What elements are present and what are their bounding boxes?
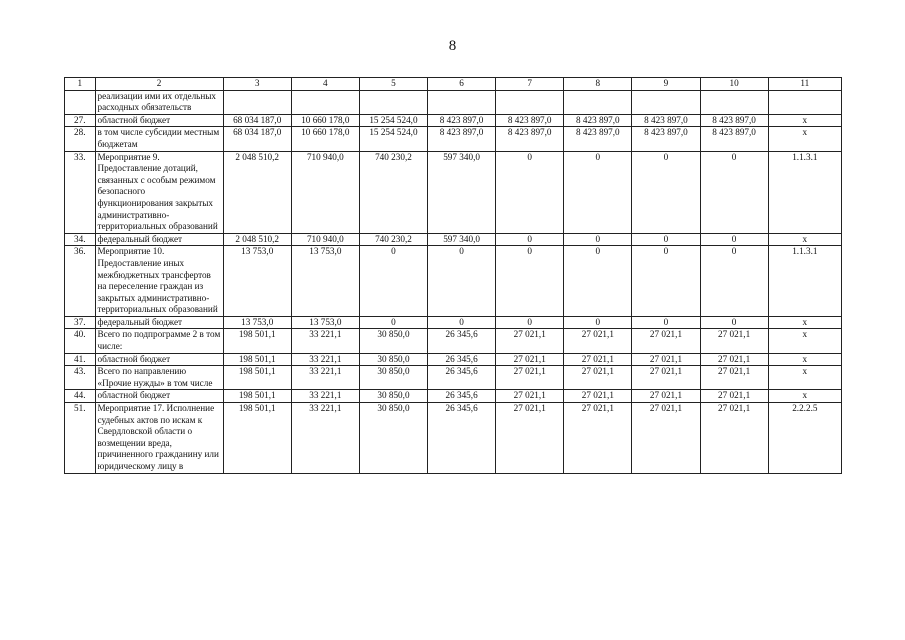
value-cell: 0 [496,246,564,317]
row-name: Мероприятие 9. Предоставление дотаций, связанных с особым режимом безопасного функционирования закрытых административно-территориальных образований [95,151,223,233]
column-number-6: 6 [428,78,496,91]
row-name: федеральный бюджет [95,316,223,329]
value-cell [632,90,700,114]
table-row [65,329,842,353]
value-cell: 27 021,1 [496,403,564,474]
value-cell: 27 021,1 [700,403,768,474]
value-cell: 10 660 178,0 [291,114,359,127]
value-cell: 0 [496,316,564,329]
value-cell: 27 021,1 [496,353,564,366]
value-cell: 0 [496,233,564,246]
value-cell: 0 [428,246,496,317]
value-cell: 0 [496,151,564,233]
target-code: x [768,127,841,151]
value-cell: 198 501,1 [223,353,291,366]
target-code: 1.1.3.1 [768,246,841,317]
value-cell [496,90,564,114]
value-cell: 30 850,0 [359,366,427,390]
value-cell: 8 423 897,0 [632,114,700,127]
column-number-7: 7 [496,78,564,91]
value-cell: 198 501,1 [223,403,291,474]
value-cell: 33 221,1 [291,329,359,353]
row-name: областной бюджет [95,114,223,127]
value-cell: 8 423 897,0 [564,114,632,127]
row-number: 51. [65,403,96,474]
target-code: x [768,353,841,366]
value-cell: 15 254 524,0 [359,114,427,127]
value-cell: 10 660 178,0 [291,127,359,151]
value-cell: 27 021,1 [564,366,632,390]
target-code: x [768,114,841,127]
value-cell: 26 345,6 [428,403,496,474]
row-number: 37. [65,316,96,329]
value-cell: 8 423 897,0 [496,127,564,151]
value-cell: 8 423 897,0 [428,114,496,127]
target-code: x [768,316,841,329]
page-number: 8 [448,38,457,54]
value-cell: 710 940,0 [291,151,359,233]
value-cell: 2 048 510,2 [223,233,291,246]
value-cell: 597 340,0 [428,233,496,246]
row-number: 41. [65,353,96,366]
value-cell: 0 [700,233,768,246]
value-cell: 0 [700,316,768,329]
value-cell: 27 021,1 [632,390,700,403]
value-cell [291,90,359,114]
value-cell [700,90,768,114]
value-cell: 740 230,2 [359,233,427,246]
row-name: областной бюджет [95,353,223,366]
column-number-11: 11 [768,78,841,91]
table-row [65,233,842,246]
column-number-3: 3 [223,78,291,91]
row-name: федеральный бюджет [95,233,223,246]
row-name: Всего по подпрограмме 2 в том числе: [95,329,223,353]
row-name: областной бюджет [95,390,223,403]
value-cell: 26 345,6 [428,366,496,390]
value-cell [359,90,427,114]
row-number: 34. [65,233,96,246]
row-number: 33. [65,151,96,233]
row-number [65,90,96,114]
value-cell: 0 [632,316,700,329]
table-row [65,151,842,233]
value-cell: 27 021,1 [564,390,632,403]
value-cell: 13 753,0 [223,246,291,317]
value-cell: 27 021,1 [564,403,632,474]
value-cell: 33 221,1 [291,353,359,366]
value-cell: 30 850,0 [359,329,427,353]
value-cell [428,90,496,114]
value-cell: 15 254 524,0 [359,127,427,151]
value-cell: 27 021,1 [632,329,700,353]
value-cell: 13 753,0 [291,316,359,329]
value-cell: 27 021,1 [700,390,768,403]
value-cell: 26 345,6 [428,353,496,366]
value-cell [564,90,632,114]
value-cell: 0 [564,246,632,317]
value-cell: 33 221,1 [291,366,359,390]
table-row [65,127,842,151]
value-cell: 30 850,0 [359,403,427,474]
value-cell: 0 [564,233,632,246]
value-cell: 13 753,0 [223,316,291,329]
value-cell: 33 221,1 [291,390,359,403]
target-code: x [768,233,841,246]
value-cell: 198 501,1 [223,366,291,390]
row-name: Всего по направлению «Прочие нужды» в том числе [95,366,223,390]
value-cell: 0 [359,246,427,317]
target-code: x [768,366,841,390]
table-row [65,353,842,366]
value-cell: 0 [632,246,700,317]
value-cell: 8 423 897,0 [564,127,632,151]
value-cell: 8 423 897,0 [496,114,564,127]
row-number: 27. [65,114,96,127]
row-name: в том числе субсидии местным бюджетам [95,127,223,151]
value-cell: 33 221,1 [291,403,359,474]
value-cell: 8 423 897,0 [700,127,768,151]
value-cell: 27 021,1 [700,353,768,366]
value-cell: 68 034 187,0 [223,127,291,151]
value-cell: 198 501,1 [223,329,291,353]
value-cell: 0 [632,151,700,233]
value-cell: 198 501,1 [223,390,291,403]
value-cell: 740 230,2 [359,151,427,233]
target-code: 2.2.2.5 [768,403,841,474]
table-row [65,403,842,474]
column-number-8: 8 [564,78,632,91]
value-cell: 0 [700,246,768,317]
value-cell: 0 [428,316,496,329]
column-number-9: 9 [632,78,700,91]
value-cell: 27 021,1 [496,366,564,390]
value-cell: 27 021,1 [700,366,768,390]
column-number-2: 2 [95,78,223,91]
value-cell: 2 048 510,2 [223,151,291,233]
value-cell: 0 [564,151,632,233]
value-cell: 27 021,1 [632,403,700,474]
value-cell: 0 [632,233,700,246]
row-name: реализации ими их отдельных расходных обязательств [95,90,223,114]
column-number-1: 1 [65,78,96,91]
target-code: x [768,329,841,353]
value-cell: 30 850,0 [359,390,427,403]
table-row [65,316,842,329]
budget-table [64,77,842,474]
row-name: Мероприятие 17. Исполнение судебных актов по искам к Свердловской области о возмещении вреда, причиненного гражданину или юридическому лицу в [95,403,223,474]
column-number-10: 10 [700,78,768,91]
row-number: 36. [65,246,96,317]
value-cell: 710 940,0 [291,233,359,246]
column-number-5: 5 [359,78,427,91]
table-row [65,114,842,127]
value-cell: 8 423 897,0 [700,114,768,127]
target-code: 1.1.3.1 [768,151,841,233]
value-cell [223,90,291,114]
value-cell: 8 423 897,0 [428,127,496,151]
value-cell: 27 021,1 [496,390,564,403]
target-code: x [768,390,841,403]
value-cell: 68 034 187,0 [223,114,291,127]
row-name: Мероприятие 10. Предоставление иных межбюджетных трансфертов на переселение граждан из закрытых административно-территориальных образований [95,246,223,317]
row-number: 40. [65,329,96,353]
table-row [65,246,842,317]
table-row [65,390,842,403]
value-cell: 27 021,1 [496,329,564,353]
value-cell: 27 021,1 [564,353,632,366]
value-cell: 27 021,1 [632,366,700,390]
row-number: 28. [65,127,96,151]
column-number-header-row [65,78,842,91]
value-cell: 30 850,0 [359,353,427,366]
value-cell: 13 753,0 [291,246,359,317]
table-row [65,90,842,114]
value-cell: 26 345,6 [428,329,496,353]
column-number-4: 4 [291,78,359,91]
value-cell: 597 340,0 [428,151,496,233]
value-cell: 0 [359,316,427,329]
value-cell: 27 021,1 [632,353,700,366]
value-cell: 26 345,6 [428,390,496,403]
value-cell: 27 021,1 [700,329,768,353]
table-body [65,78,842,474]
value-cell: 0 [564,316,632,329]
row-number: 43. [65,366,96,390]
table-row [65,366,842,390]
target-code [768,90,841,114]
value-cell: 0 [700,151,768,233]
row-number: 44. [65,390,96,403]
value-cell: 8 423 897,0 [632,127,700,151]
value-cell: 27 021,1 [564,329,632,353]
